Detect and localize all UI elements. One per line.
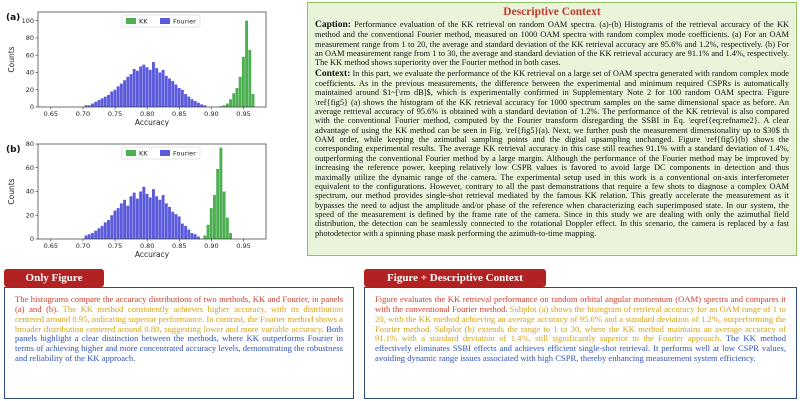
chart-1-ytick-label-0: 0 bbox=[29, 235, 34, 244]
chart-1-xlabel: Accuracy bbox=[134, 250, 170, 259]
chart-1-bar-fourier-31 bbox=[184, 226, 187, 239]
chart-0-bar-kk-7 bbox=[242, 57, 245, 107]
chart-0-bar-fourier-29 bbox=[178, 88, 181, 107]
chart-0-bar-fourier-17 bbox=[139, 66, 142, 107]
chart-0-panel-label: (a) bbox=[6, 13, 21, 23]
chart-1-ytick-label-3: 60 bbox=[25, 163, 34, 172]
chart-0-bar-fourier-14 bbox=[130, 74, 133, 107]
chart-1-bar-fourier-5 bbox=[101, 226, 104, 239]
chart-1-bar-fourier-21 bbox=[152, 189, 155, 239]
chart-1-bar-fourier-34 bbox=[194, 234, 197, 239]
chart-0-bar-fourier-26 bbox=[168, 79, 171, 108]
figure-context-header: Figure + Descriptive Context bbox=[364, 269, 546, 287]
chart-0-bar-fourier-25 bbox=[165, 76, 168, 107]
chart-1-bar-fourier-32 bbox=[187, 230, 190, 240]
chart-0-ytick-label-4: 80 bbox=[25, 34, 34, 43]
chart-1-bar-fourier-6 bbox=[104, 222, 107, 239]
chart-1-bar-fourier-11 bbox=[120, 203, 123, 239]
chart-0-bar-fourier-16 bbox=[136, 71, 139, 107]
chart-1-bar-fourier-28 bbox=[174, 214, 177, 239]
chart-1-bar-fourier-0 bbox=[85, 235, 88, 239]
chart-1-bar-fourier-30 bbox=[181, 224, 184, 239]
chart-0-bar-fourier-33 bbox=[191, 99, 194, 107]
chart-1-legend-swatch-fourier bbox=[160, 150, 170, 156]
chart-0-bar-fourier-15 bbox=[133, 69, 136, 107]
chart-1-ylabel: Counts bbox=[7, 178, 16, 205]
chart-0-ytick-label-1: 20 bbox=[25, 85, 34, 94]
chart-0-bar-kk-2 bbox=[226, 104, 229, 107]
chart-0-bar-fourier-19 bbox=[146, 67, 149, 107]
chart-1-bar-fourier-4 bbox=[97, 228, 100, 239]
chart-0-bar-fourier-9 bbox=[113, 90, 116, 107]
chart-1-bar-fourier-29 bbox=[178, 216, 181, 239]
chart-1-xtick-label-5: 0.90 bbox=[204, 242, 219, 250]
only-figure-description bbox=[4, 287, 354, 399]
chart-0-xtick-label-3: 0.80 bbox=[139, 110, 155, 118]
chart-1-bar-kk-3 bbox=[213, 195, 216, 239]
chart-0-ytick-label-2: 40 bbox=[25, 68, 34, 77]
caption-paragraph bbox=[315, 20, 789, 68]
chart-1-xtick-label-1: 0.70 bbox=[75, 242, 91, 250]
chart-1-bar-kk-5 bbox=[219, 148, 222, 239]
chart-0-bar-kk-5 bbox=[235, 88, 238, 107]
only-figure-segment-2: The KK method consistently achieves higher accuracy, with its distribution centered around 0.95, indicating superior performance. In contrast, the Fourier method shows a broader distribution centered around 0.80, suggesting lower and more variable accuracy. bbox=[15, 303, 344, 334]
context-text: In this part, we evaluate the performance of the KK retrieval on a large set of OAM spectra generated with random complex mode coefficients. As in the previous measurements, the difference between the experimental and minimum required CSPRs is automatically maintained around $1~[\rm dB]$, which is experimentally confirmed in Supplementary Note 2 for 100 random OAM spectra. Figure \ref{fig5} (a) shows the histogram of the KK retrieval accuracy for 1000 spectrum samples on the same dimensional space as before. An average retrieval accuracy of 95.6% is obtained with a standard deviation of 1.2%. The performance of the KK retrieval is also compared with the conventional Fourier method, computed by the Fourier transform disregarding the SSBI in Eq. \eqref{eq:refname2}. A clear advantage of using the KK method can be seen in Fig. \ref{fig5}(a). Next, we further push the measurement dimensionality up to $30$ th OAM order, while keeping the azimuthal sampling points and the digital upsampling unchanged. Figure \ref{fig5}(b) shows the corresponding experimental results. The average KK retrieval accuracy in this case still reaches 91.1% with a standard deviation of 1.4%, outperforming the conventional Fourier method by a large margin. Although the performance of the Fourier method may be improved by increasing the reference power, keeping relatively low CSPR values is favored to avoid large DC components in detection and thus maximally utilize the dynamic range of the camera. The experimental setup used in this work is a conventional on-axis interferometer equivalent to the configurations. However, contrary to all the past demonstrations that require a few shots to diagnose a complex OAM spectrum, our method provides single-shot retrieval mediated by the famous KK relation. This greatly accelerate the measurement as it bypasses the need to adjust the amplitude and/or phase of the reference when characterizing each superimposed state. In our system, the speed of the measurement is defined by the frame rate of the camera. Since in this study we are dealing with only the azimuthal field distribution, the detection can be seamlessly connected to the rotational Doppler effect. In this scenario, the camera is replaced by a fast photodetector with a spinning phase mask performing the azimuth-to-time mapping. bbox=[315, 68, 789, 238]
chart-1-bar-fourier-35 bbox=[197, 237, 200, 239]
chart-1-bar-fourier-12 bbox=[123, 200, 126, 239]
chart-1-legend-label-kk: KK bbox=[139, 149, 148, 158]
chart-0-xtick-label-5: 0.90 bbox=[204, 110, 219, 118]
chart-1-bar-fourier-1 bbox=[88, 234, 91, 239]
chart-1-bar-fourier-17 bbox=[139, 192, 142, 240]
chart-0-xtick-label-2: 0.75 bbox=[107, 110, 123, 118]
chart-0-ylabel: Counts bbox=[7, 46, 16, 73]
chart-1-bar-fourier-18 bbox=[142, 187, 145, 239]
chart-0-bar-fourier-31 bbox=[184, 94, 187, 107]
chart-1-bar-fourier-27 bbox=[171, 212, 174, 239]
chart-1-xtick-label-4: 0.85 bbox=[172, 242, 187, 250]
chart-0-bar-fourier-36 bbox=[200, 104, 203, 107]
chart-0-bar-fourier-32 bbox=[187, 97, 190, 107]
chart-0-bar-kk-4 bbox=[232, 93, 235, 107]
chart-0-bar-fourier-5 bbox=[101, 98, 104, 107]
chart-1-bar-kk-8 bbox=[229, 233, 232, 239]
chart-1-bar-fourier-3 bbox=[94, 231, 97, 239]
chart-1-bar-kk-7 bbox=[226, 218, 229, 239]
chart-0-bar-fourier-28 bbox=[174, 85, 177, 107]
figure-context-segment-3: The KK method effectively eliminates SSBI effects and achieves efficient single-shot retrieval. It performs well at low CSPR values, avoiding dynamic range issues associated with high CSPR, thereby enhancing measurement system efficiency. bbox=[375, 333, 786, 364]
chart-1-bar-fourier-7 bbox=[107, 220, 110, 239]
chart-0-bar-fourier-20 bbox=[149, 70, 152, 107]
figure-context-segment-1: Figure evaluates the KK retrieval performance on random orbital angular momentum (OAM) spectra and compares it with the conventional Fourier method. bbox=[375, 294, 786, 314]
chart-1-ytick-label-1: 20 bbox=[25, 211, 34, 220]
chart-1-bar-fourier-33 bbox=[191, 233, 194, 239]
chart-1-xtick-label-0: 0.65 bbox=[43, 242, 59, 250]
histogram-panel-a bbox=[4, 2, 296, 128]
chart-1-bar-fourier-19 bbox=[146, 194, 149, 239]
histogram-b-chart bbox=[4, 134, 296, 260]
chart-1-bar-fourier-26 bbox=[168, 207, 171, 239]
chart-0-bar-fourier-4 bbox=[97, 100, 100, 107]
chart-0-bar-fourier-27 bbox=[171, 81, 174, 107]
chart-1-bar-fourier-14 bbox=[130, 196, 133, 239]
descriptive-context-box bbox=[307, 2, 797, 256]
histogram-a-chart bbox=[4, 2, 296, 128]
chart-0-bar-fourier-18 bbox=[142, 65, 145, 107]
caption-label: Caption: bbox=[315, 20, 351, 30]
chart-0-bar-fourier-10 bbox=[117, 86, 120, 107]
chart-1-bar-fourier-24 bbox=[162, 195, 165, 239]
chart-1-bar-fourier-9 bbox=[113, 211, 116, 240]
chart-0-bar-fourier-23 bbox=[158, 72, 161, 107]
chart-0-xtick-label-1: 0.70 bbox=[75, 110, 91, 118]
histogram-panel-b bbox=[4, 134, 296, 260]
chart-1-bar-kk-0 bbox=[203, 235, 206, 239]
only-figure-segment-1: The histograms compare the accuracy distributions of two methods, KK and Fourier, in panels (a) and (b). bbox=[15, 294, 343, 314]
chart-0-bar-kk-8 bbox=[245, 21, 248, 107]
chart-0-bar-fourier-30 bbox=[181, 90, 184, 107]
chart-1-ytick-label-2: 40 bbox=[25, 187, 34, 196]
chart-0-bar-fourier-2 bbox=[91, 104, 94, 107]
chart-1-bar-fourier-8 bbox=[110, 215, 113, 239]
chart-0-bar-fourier-24 bbox=[162, 70, 165, 107]
chart-1-bar-kk-2 bbox=[210, 208, 213, 239]
chart-0-bar-fourier-12 bbox=[123, 80, 126, 107]
chart-1-bar-fourier-2 bbox=[91, 233, 94, 239]
chart-1-bar-fourier-20 bbox=[149, 197, 152, 239]
chart-1-bar-kk-1 bbox=[207, 225, 210, 239]
chart-1-legend-label-fourier: Fourier bbox=[173, 149, 196, 158]
chart-0-bar-kk-10 bbox=[252, 94, 255, 107]
context-paragraph bbox=[315, 69, 789, 238]
chart-1-panel-label: (b) bbox=[6, 145, 21, 155]
chart-0-bar-fourier-8 bbox=[110, 91, 113, 107]
chart-1-bar-fourier-16 bbox=[136, 199, 139, 239]
chart-0-ytick-label-5: 100 bbox=[21, 16, 34, 25]
chart-0-xtick-label-0: 0.65 bbox=[43, 110, 59, 118]
chart-1-bar-fourier-25 bbox=[165, 203, 168, 239]
chart-1-bar-fourier-13 bbox=[126, 206, 129, 239]
context-box-title: Descriptive Context bbox=[503, 6, 601, 18]
only-figure-segment-3: Both panels highlight a clear distinction between the methods, where KK outperforms Fourier in terms of achieving higher and more concentrated accuracy levels, demonstrating the robustness and reliability of the KK approach. bbox=[15, 323, 343, 364]
chart-0-bar-fourier-13 bbox=[126, 77, 129, 107]
chart-0-bar-fourier-21 bbox=[152, 62, 155, 107]
chart-1-bar-fourier-15 bbox=[133, 193, 136, 239]
chart-0-bar-fourier-7 bbox=[107, 95, 110, 107]
chart-0-bar-fourier-6 bbox=[104, 97, 107, 107]
chart-0-legend-swatch-fourier bbox=[160, 18, 170, 24]
chart-1-legend-swatch-kk bbox=[126, 150, 136, 156]
figure-context-description bbox=[364, 287, 797, 399]
chart-1-bar-fourier-10 bbox=[117, 208, 120, 239]
chart-0-legend-swatch-kk bbox=[126, 18, 136, 24]
chart-0-bar-kk-3 bbox=[229, 99, 232, 107]
figure-context-segment-2: Subplot (a) shows the histogram of retrieval accuracy for an OAM range of 1 to 20, with the KK method achieving an average accuracy of 95.6% and a standard deviation of 1.2%, outperforming the Fourier method. Subplot (b) extends the range to 1 to 30, where the KK method maintains an average accuracy of 91.1% with a standard deviation of 1.4%, still significantly superior to the Fourier approach. bbox=[375, 303, 786, 344]
chart-1-bar-kk-6 bbox=[223, 192, 226, 240]
chart-1-xtick-label-6: 0.95 bbox=[236, 242, 251, 250]
chart-1-bar-kk-4 bbox=[216, 169, 219, 239]
only-figure-header: Only Figure bbox=[4, 269, 104, 287]
chart-1-xtick-label-2: 0.75 bbox=[107, 242, 123, 250]
chart-0-ytick-label-0: 0 bbox=[29, 103, 34, 112]
chart-0-ytick-label-3: 60 bbox=[25, 51, 34, 60]
chart-1-bar-fourier-22 bbox=[155, 196, 158, 239]
context-label: Context: bbox=[315, 68, 351, 79]
chart-0-xtick-label-6: 0.95 bbox=[236, 110, 251, 118]
caption-text: Performance evaluation of the KK retrieval on random OAM spectra. (a)-(b) Histograms of the retrieval accuracy of the KK method and the conventional Fourier method, measured on 1000 OAM spectra with random complex mode coefficients. (a) For an OAM measurement range from 1 to 20, the average and standard deviation of the KK retrieval accuracy are 95.6% and 1.2%, respectively. (b) For an OAM measurement range from 1 to 30, the average and standard deviation of the KK retrieval accuracy are 91.1% and 1.4%, respectively. The KK method shows superiority over the Fourier method in both cases. bbox=[315, 20, 789, 68]
chart-0-bar-fourier-35 bbox=[197, 103, 200, 107]
chart-0-bar-kk-6 bbox=[239, 77, 242, 107]
chart-1-ytick-label-4: 80 bbox=[25, 140, 34, 149]
chart-0-bar-fourier-3 bbox=[94, 102, 97, 107]
chart-0-bar-fourier-34 bbox=[194, 101, 197, 107]
chart-0-xtick-label-4: 0.85 bbox=[172, 110, 187, 118]
chart-0-xlabel: Accuracy bbox=[134, 118, 170, 127]
chart-0-legend-label-kk: KK bbox=[139, 17, 148, 26]
chart-0-bar-kk-9 bbox=[248, 50, 251, 107]
chart-0-bar-fourier-11 bbox=[120, 84, 123, 107]
chart-1-xtick-label-3: 0.80 bbox=[139, 242, 155, 250]
chart-0-bar-fourier-22 bbox=[155, 68, 158, 107]
chart-0-legend-label-fourier: Fourier bbox=[173, 17, 196, 26]
chart-1-bar-fourier-23 bbox=[158, 200, 161, 239]
